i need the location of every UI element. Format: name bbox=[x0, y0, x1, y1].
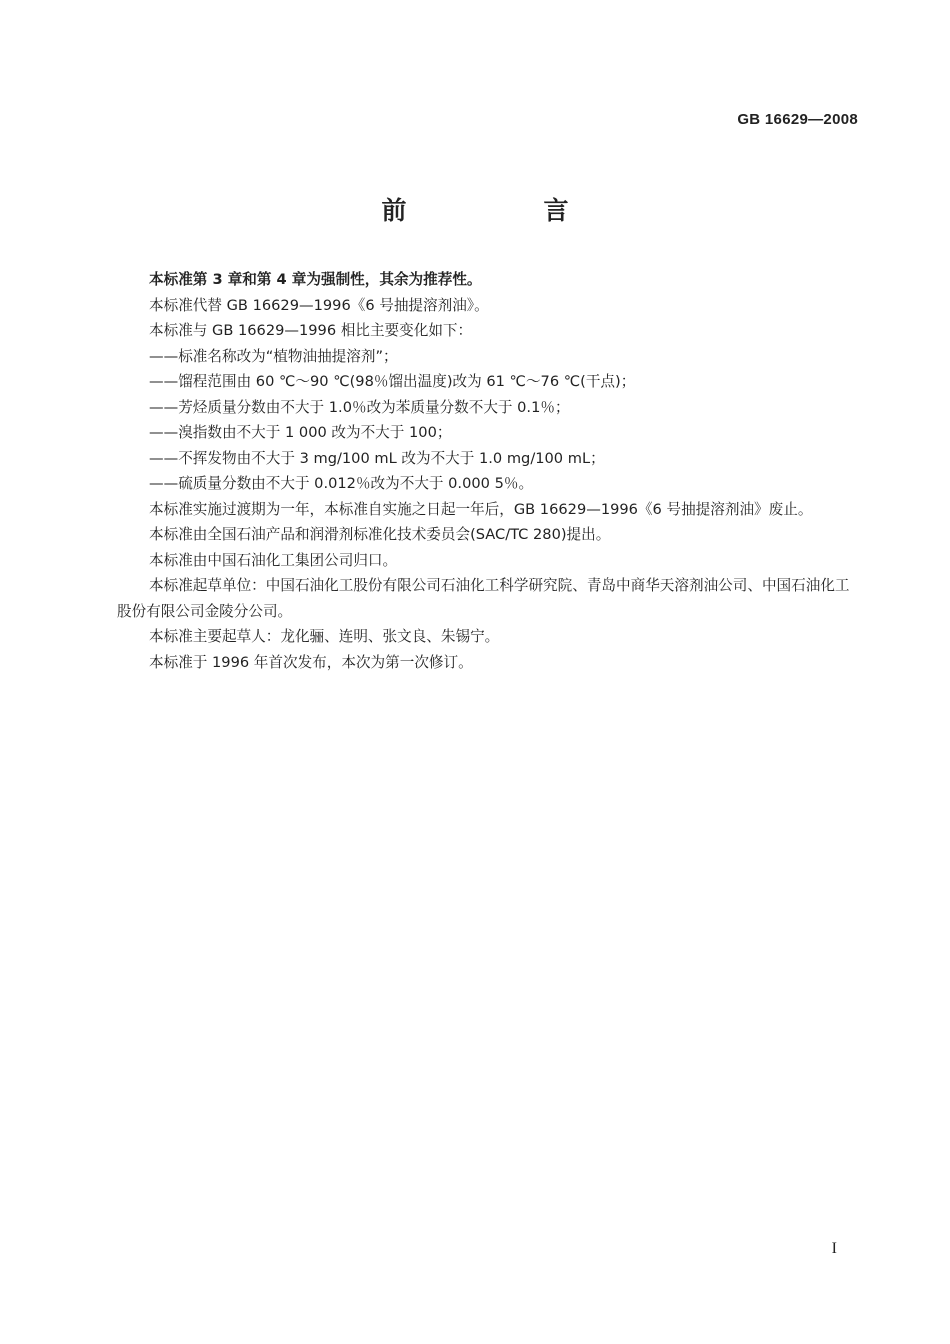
preface-body bbox=[117, 267, 859, 675]
paragraph-history: 本标准于 1996 年首次发布，本次为第一次修订。 bbox=[149, 653, 473, 671]
paragraph-transition-period: 本标准实施过渡期为一年，本标准自实施之日起一年后，GB 16629—1996《6 号抽提溶剂油》废止。 bbox=[149, 500, 813, 518]
change-item: ——硫质量分数由不大于 0.012％改为不大于 0.000 5％。 bbox=[149, 475, 534, 492]
paragraph-centralized-by: 本标准由中国石油化工集团公司归口。 bbox=[149, 551, 398, 569]
paragraph-changes-intro: 本标准与 GB 16629—1996 相比主要变化如下： bbox=[149, 322, 473, 339]
change-item: ——不挥发物由不大于 3 mg/100 mL 改为不大于 1.0 mg/100 mL； bbox=[149, 449, 605, 467]
page-number: I bbox=[831, 1240, 837, 1257]
change-item: ——芳烃质量分数由不大于 1.0％改为苯质量分数不大于 0.1％； bbox=[149, 398, 570, 416]
paragraph-drafters: 本标准主要起草人：龙化骊、连明、张文良、朱锡宁。 bbox=[149, 628, 500, 645]
change-item: ——馏程范围由 60 ℃～90 ℃(98％馏出温度)改为 61 ℃～76 ℃(干点)； bbox=[149, 373, 636, 390]
paragraph-mandatory-clauses: 本标准第 3 章和第 4 章为强制性，其余为推荐性。 bbox=[149, 271, 482, 288]
paragraph-proposed-by: 本标准由全国石油产品和润滑剂标准化技术委员会(SAC/TC 280)提出。 bbox=[149, 526, 611, 543]
standard-number: GB 16629—2008 bbox=[737, 111, 858, 128]
page-title: 前 言 bbox=[381, 196, 625, 225]
paragraph-replaces: 本标准代替 GB 16629—1996《6 号抽提溶剂油》。 bbox=[149, 296, 489, 314]
change-item: ——溴指数由不大于 1 000 改为不大于 100； bbox=[149, 424, 452, 441]
paragraph-drafting-units: 本标准起草单位：中国石油化工股份有限公司石油化工科学研究院、青岛中商华天溶剂油公司、中国石油化工股份有限公司金陵分公司。 bbox=[117, 577, 850, 620]
change-item: ——标准名称改为“植物油抽提溶剂”； bbox=[149, 347, 398, 365]
